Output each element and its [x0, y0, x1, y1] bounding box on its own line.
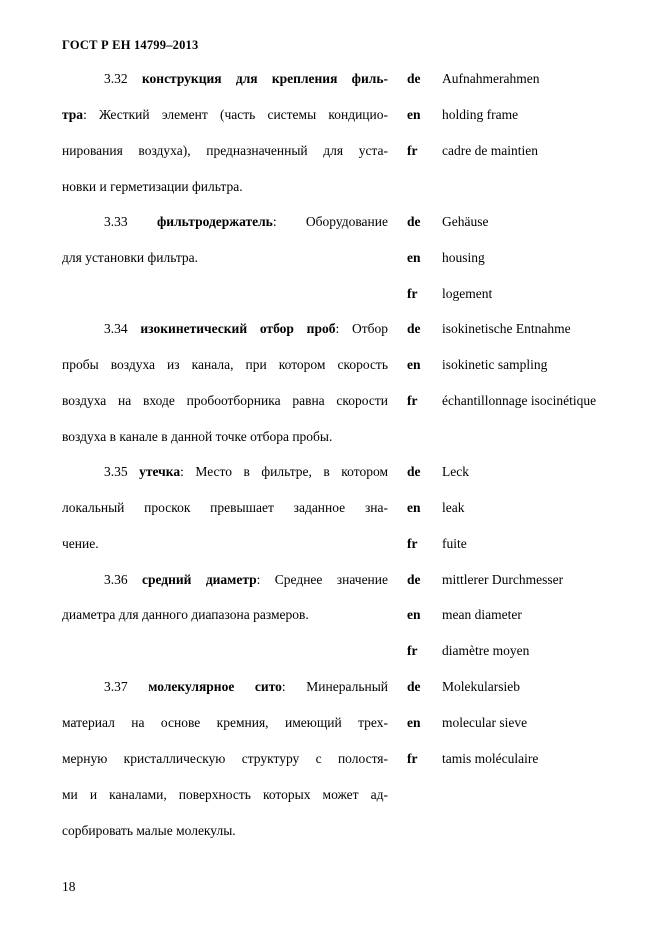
lang-code: de — [407, 214, 421, 229]
definition-text: : Отбор — [335, 321, 388, 336]
lang-code: en — [407, 715, 421, 730]
entry-number: 3.37 — [104, 679, 128, 694]
entry-line — [62, 106, 388, 124]
translation: leak — [442, 500, 465, 515]
translation: Aufnahmerahmen — [442, 71, 540, 86]
translation: Leck — [442, 464, 469, 479]
lang-code: fr — [407, 393, 418, 408]
definition-text: : Минеральный — [281, 679, 388, 694]
translation: fuite — [442, 536, 467, 551]
lang-code: fr — [407, 143, 418, 158]
translation: holding frame — [442, 107, 519, 122]
document-header: ГОСТ Р ЕН 14799–2013 — [62, 38, 199, 52]
definition-text: : Оборудование — [272, 214, 388, 229]
lang-code: en — [407, 500, 421, 515]
translation: logement — [442, 286, 493, 301]
lang-code: en — [407, 357, 421, 372]
entry-line: чение. — [62, 536, 99, 551]
entry-line: мерную кристаллическую структуру с полостя- — [62, 751, 388, 766]
definition-text: : Жесткий элемент (часть системы кондицио- — [83, 107, 388, 122]
lang-code: de — [407, 572, 421, 587]
entry-line: воздуха на входе пробоотборника равна скорости — [62, 393, 388, 408]
entry-number: 3.32 — [104, 71, 128, 86]
lang-code: en — [407, 107, 421, 122]
lang-code: de — [407, 71, 421, 86]
entry-first-line — [104, 70, 388, 88]
translation: housing — [442, 250, 485, 265]
term-title: утечка — [139, 464, 181, 479]
entry-line: ми и каналами, поверхность которых может ад- — [62, 787, 388, 802]
entry-line: материал на основе кремния, имеющий трех- — [62, 715, 388, 730]
definition-text: : Место в фильтре, в котором — [180, 464, 389, 479]
translation: Gehäuse — [442, 214, 489, 229]
lang-code: fr — [407, 536, 418, 551]
entry-first-line — [104, 320, 388, 338]
term-title: средний диаметр — [141, 572, 257, 587]
entry-first-line — [104, 571, 388, 589]
definition-text: : Среднее значение — [256, 572, 389, 587]
entry-number: 3.33 — [104, 214, 128, 229]
lang-code: fr — [407, 286, 418, 301]
translation: cadre de maintien — [442, 143, 538, 158]
entry-number: 3.34 — [104, 321, 128, 336]
translation: échantillonnage isocinétique — [442, 393, 597, 408]
translation: isokinetische Entnahme — [442, 321, 571, 336]
entry-first-line — [104, 678, 388, 696]
term-title-continuation: тра — [62, 107, 84, 122]
entry-number: 3.36 — [104, 572, 128, 587]
entry-line: локальный проскок превышает заданное зна- — [62, 500, 388, 515]
entry-line: сорбировать малые молекулы. — [62, 823, 236, 838]
lang-code: de — [407, 679, 421, 694]
entry-line: воздуха в канале в данной точке отбора пробы. — [62, 429, 333, 444]
translation: molecular sieve — [442, 715, 528, 730]
lang-code: de — [407, 464, 421, 479]
lang-code: fr — [407, 751, 418, 766]
term-title: молекулярное сито — [148, 679, 282, 694]
entry-number: 3.35 — [104, 464, 128, 479]
entry-line: пробы воздуха из канала, при котором скорость — [62, 357, 388, 372]
term-title: изокинетический отбор проб — [140, 321, 336, 336]
translation: isokinetic sampling — [442, 357, 548, 372]
lang-code: en — [407, 250, 421, 265]
term-title: фильтродержатель — [156, 214, 273, 229]
entry-line: для установки фильтра. — [62, 250, 199, 265]
translation: tamis moléculaire — [442, 751, 539, 766]
entry-line: диаметра для данного диапазона размеров. — [62, 607, 309, 622]
lang-code: fr — [407, 643, 418, 658]
entry-line: нирования воздуха), предназначенный для уста- — [62, 143, 388, 158]
translation: Molekularsieb — [442, 679, 520, 694]
translation: diamètre moyen — [442, 643, 530, 658]
page-number: 18 — [62, 879, 76, 894]
translation: mean diameter — [442, 607, 522, 622]
translation: mittlerer Durchmesser — [442, 572, 564, 587]
entry-first-line — [104, 213, 388, 231]
entry-line: новки и герметизации фильтра. — [62, 179, 243, 194]
term-title: конструкция для крепления филь- — [141, 71, 389, 86]
entry-first-line — [104, 463, 388, 481]
lang-code: de — [407, 321, 421, 336]
lang-code: en — [407, 607, 421, 622]
